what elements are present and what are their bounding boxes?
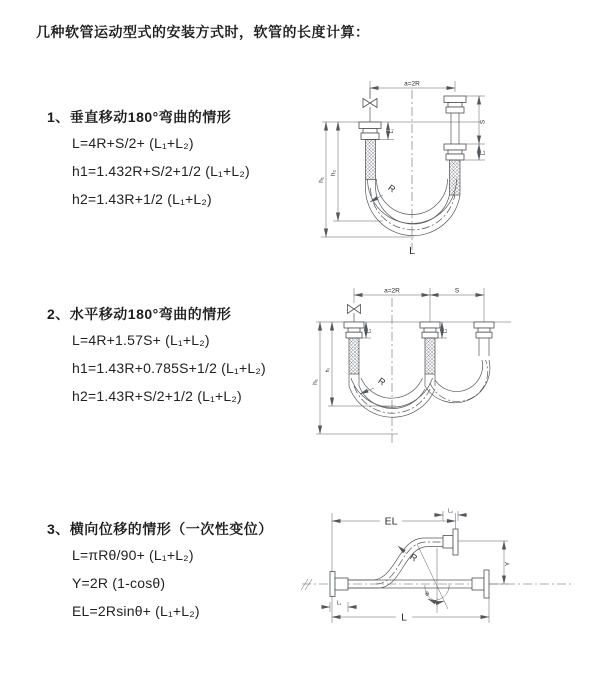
dimension-a2r xyxy=(354,288,484,323)
u-bend-hose xyxy=(365,179,460,236)
dimension-l2 xyxy=(479,144,487,160)
formula-line: h2=1.43R+S/2+1/2 (L₁+L₂) xyxy=(72,388,242,404)
dim-label-l1: L₁ xyxy=(336,600,342,607)
dim-label-s: S xyxy=(454,287,460,295)
dim-label-el: EL xyxy=(384,515,398,528)
break-mark xyxy=(301,579,312,590)
diagram-lateral-displacement xyxy=(296,496,600,648)
formula-line: L=4R+S/2+ (L₁+L₂) xyxy=(72,135,194,151)
dim-label-r: R xyxy=(408,551,419,564)
dim-label-h2: h₂ xyxy=(330,169,337,177)
formula-line: h2=1.43R+1/2 (L₁+L₂) xyxy=(72,191,212,207)
angle-construction xyxy=(417,544,449,613)
dimension-l1 xyxy=(321,601,357,613)
formula-line: h1=1.432R+S/2+1/2 (L₁+L₂) xyxy=(72,163,250,179)
left-hose-fitting xyxy=(359,122,381,188)
dimension-l2 xyxy=(434,509,467,522)
s-curve-hose-displaced xyxy=(348,538,443,588)
dim-label-y: Y xyxy=(504,561,512,567)
dim-label-l2: L₂ xyxy=(442,328,449,334)
left-hose-fitting xyxy=(344,322,364,386)
section-1-heading: 1、垂直移动180°弯曲的情形 xyxy=(47,109,232,125)
dim-label-s: S xyxy=(479,119,487,125)
dim-label-l-total: L xyxy=(409,245,415,257)
formula-line: L=πRθ/90+ (L₁+L₂) xyxy=(72,547,194,563)
formula-line: Y=2R (1-cosθ) xyxy=(72,575,166,591)
dimension-l-total xyxy=(332,597,489,624)
section-3-heading: 3、横向位移的情形（一次性变位） xyxy=(47,521,273,537)
dimension-s xyxy=(430,288,484,296)
dim-label-r: R xyxy=(376,375,388,388)
dim-label-h1: h₁ xyxy=(312,379,319,385)
dim-label-r: R xyxy=(386,182,398,195)
dim-label-theta: θ xyxy=(425,591,429,598)
right-flange-fitting xyxy=(472,570,489,598)
diagram-vertical-180-bend xyxy=(310,76,600,258)
radius-callout xyxy=(370,183,398,202)
dim-label-l: L xyxy=(401,611,407,624)
section-2-heading: 2、水平移动180°弯曲的情形 xyxy=(47,306,232,322)
valve-icon xyxy=(363,88,377,122)
formula-line: EL=2Rsinθ+ (L₁+L₂) xyxy=(72,603,200,619)
formula-line: L=4R+1.57S+ (L₁+L₂) xyxy=(72,332,210,348)
dim-label-l2: L₂ xyxy=(448,508,453,515)
diagram-horizontal-180-bend xyxy=(306,282,598,450)
dim-label-l1: L₁ xyxy=(366,328,373,334)
dim-label-a2r: a=2R xyxy=(384,287,400,295)
dim-label-h1: h₁ xyxy=(318,177,325,183)
valve-icon xyxy=(348,305,361,323)
dim-label-a2r: a=2R xyxy=(404,80,420,88)
dimension-a2r xyxy=(370,81,455,99)
dim-label-h2: h₂ xyxy=(325,367,331,373)
radius-callout xyxy=(360,376,388,394)
page-title: 几种软管运动型式的安装方式时，软管的长度计算： xyxy=(36,24,370,40)
dim-label-l2: L₂ xyxy=(480,150,487,156)
right-hose-fitting xyxy=(474,322,494,356)
formula-line: h1=1.43R+0.785S+1/2 (L₁+L₂) xyxy=(72,360,266,376)
middle-hose-fitting xyxy=(420,322,440,386)
left-flange-fitting xyxy=(330,572,348,597)
upper-flange-fitting xyxy=(443,529,458,555)
dim-label-l1: L₁ xyxy=(389,128,395,134)
